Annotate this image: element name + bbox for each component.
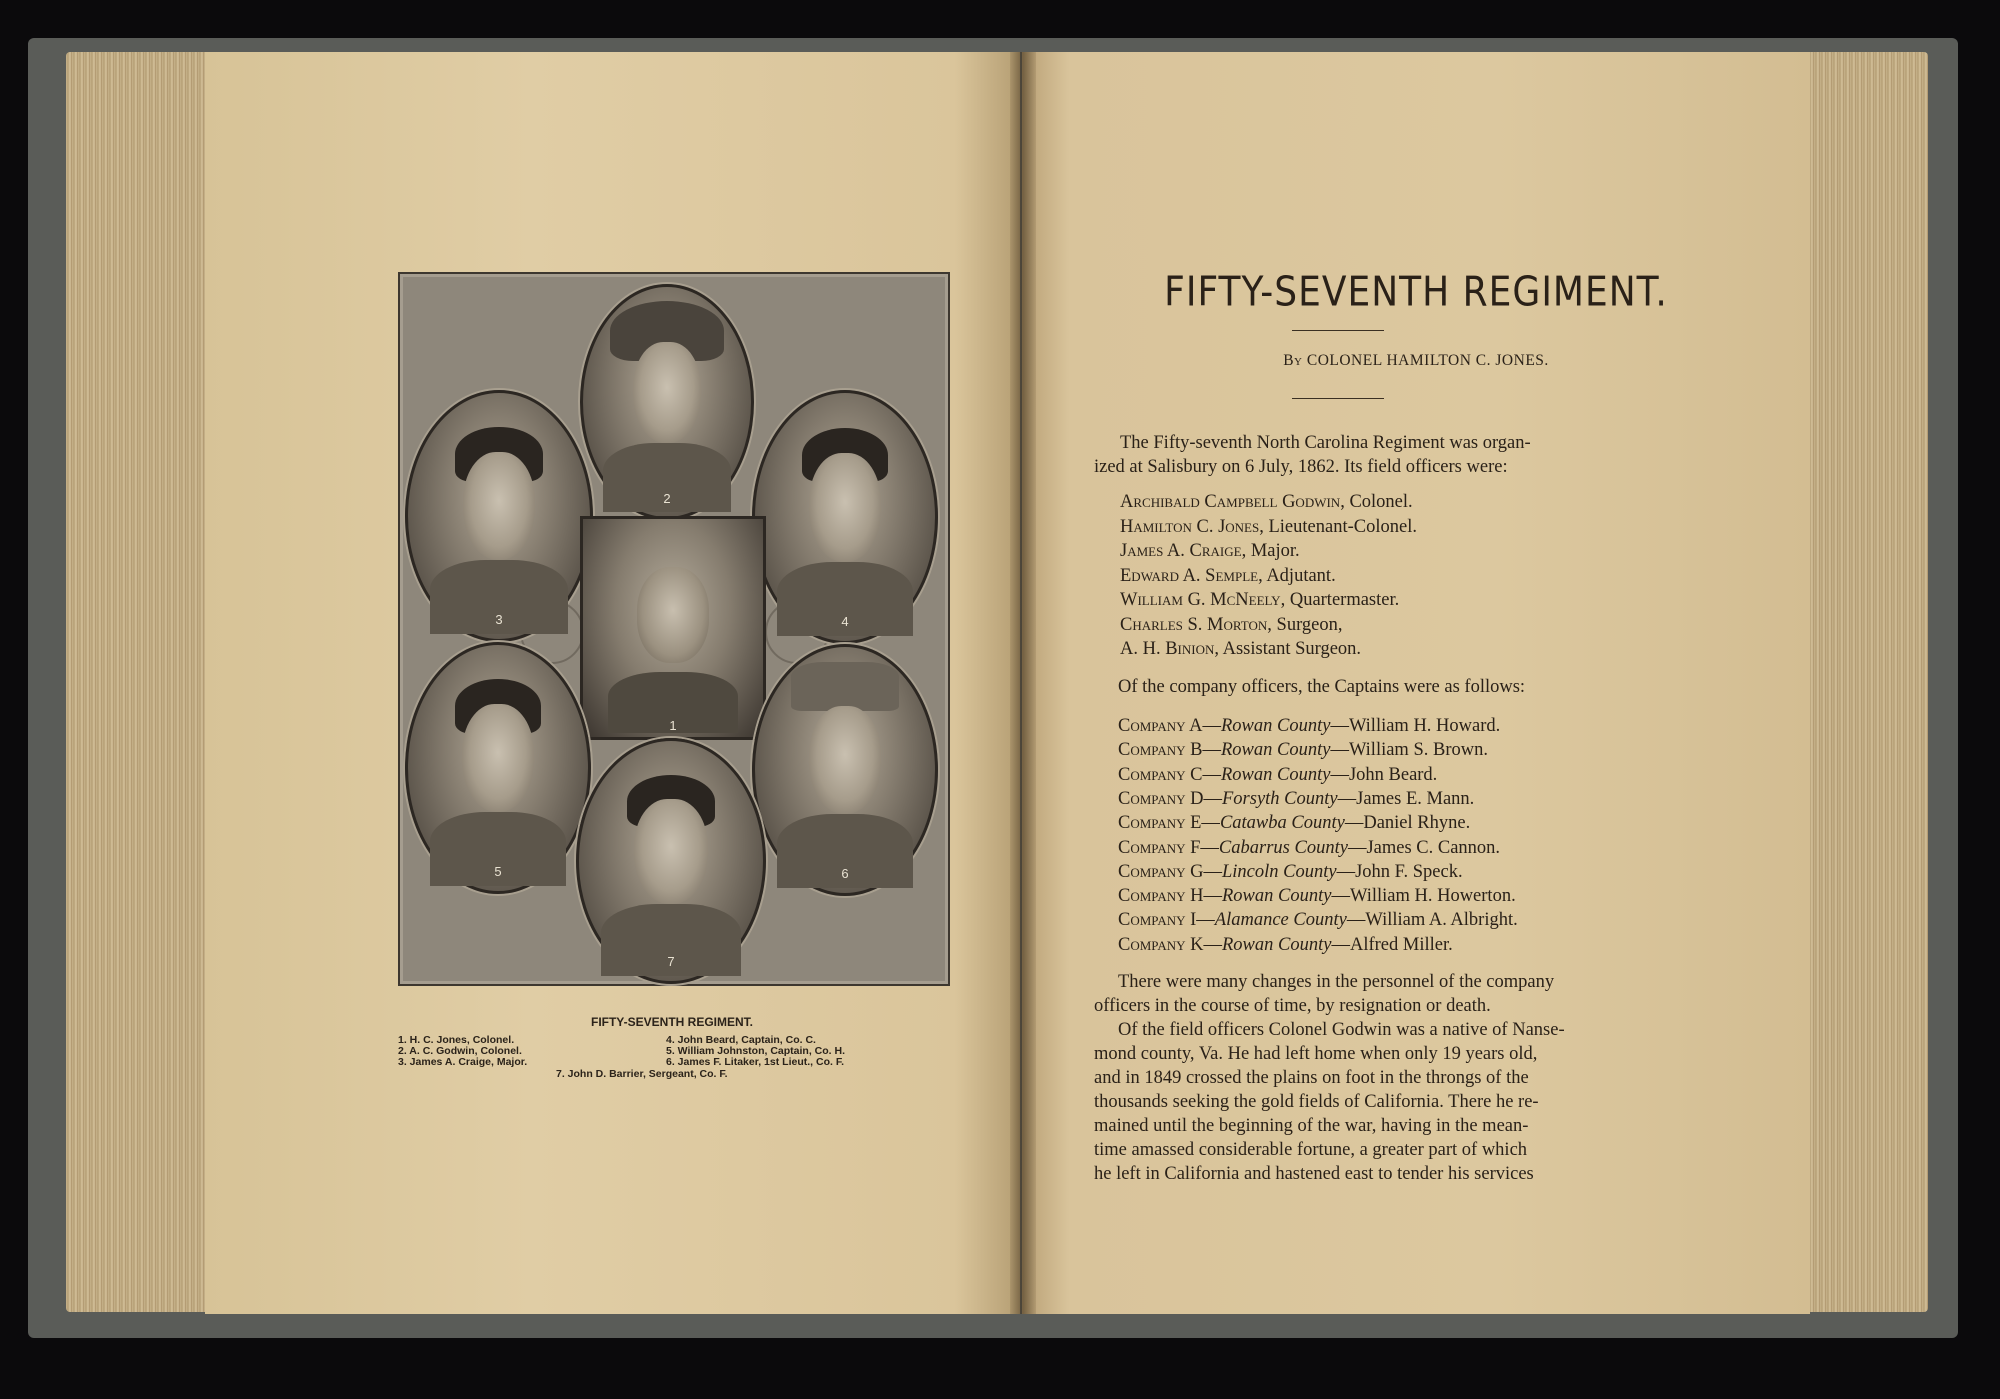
company-line [1118,789,1474,810]
portrait-number: 2 [663,490,671,506]
body-line: thousands seeking the gold fields of California. There he re- [1094,1092,1539,1112]
portrait-number: 7 [667,954,675,969]
officer-name: James A. Craige [1120,541,1242,561]
portrait-number: 5 [494,863,502,879]
portrait-6 [752,644,938,896]
company-captain: —John Beard. [1330,764,1438,785]
book-gutter [1010,52,1036,1314]
company-letter: D— [1185,788,1222,809]
company-line [1118,813,1470,834]
officer-role: , Assistant Surgeon. [1214,639,1362,659]
company-county: Catawba County [1219,813,1345,834]
body-line: mained until the beginning of the war, having in the mean- [1094,1116,1529,1136]
portrait-number: 1 [669,718,677,733]
company-label: Company [1118,813,1186,834]
company-county: Rowan County [1222,934,1332,955]
company-county: Rowan County [1220,716,1331,736]
officer-role: , Quartermaster. [1280,590,1400,610]
chapter-title: FIFTY-SEVENTH REGIMENT. [1164,268,1668,317]
company-label: Company [1118,764,1186,785]
company-label: Company [1118,934,1186,955]
company-line [1118,765,1437,786]
company-captain: —Daniel Rhyne. [1344,813,1471,834]
body-line: he left in California and hastened east to tender his services [1094,1164,1534,1184]
company-letter: B— [1185,740,1221,761]
company-county: Rowan County [1220,764,1331,785]
officer-name: Hamilton C. Jones [1120,516,1260,537]
byline: By COLONEL HAMILTON C. JONES. [1283,352,1549,369]
caption-line: 6. James F. Litaker, 1st Lieut., Co. F. [666,1056,844,1068]
company-letter: A— [1185,716,1221,736]
company-label: Company [1118,837,1186,858]
company-letter: I— [1185,910,1215,931]
company-captain: —William A. Albright. [1346,910,1518,931]
plate-caption-title: FIFTY-SEVENTH REGIMENT. [590,1015,753,1029]
caption-line: 1. H. C. Jones, Colonel. [398,1034,515,1046]
caption-line: 2. A. C. Godwin, Colonel. [398,1045,522,1057]
portrait-4 [752,390,938,644]
body-line: mond county, Va. He had left home when only 19 years old, [1094,1044,1538,1064]
officer-name: Charles S. Morton [1120,614,1268,635]
company-line [1118,935,1453,956]
byline-rule [1292,398,1384,399]
portrait-5 [405,642,591,894]
officer-role: , Lieutenant-Colonel. [1259,516,1417,537]
company-captain: —John F. Speck. [1336,861,1463,882]
company-county: Cabarrus County [1218,837,1348,858]
company-label: Company [1118,886,1186,907]
field-officer-line [1120,517,1417,538]
officer-name: Archibald Campbell Godwin [1120,492,1341,512]
company-letter: H— [1185,886,1222,907]
body-line: There were many changes in the personnel of the company [1118,972,1555,992]
caption-line: 3. James A. Craige, Major. [398,1056,528,1068]
field-officer-line [1120,639,1361,660]
body-line: Of the field officers Colonel Godwin was a native of Nanse- [1118,1020,1565,1040]
officer-name: William G. McNeely [1120,590,1281,610]
company-county: Rowan County [1222,886,1332,907]
officer-role: , Adjutant. [1258,565,1336,586]
company-captain: —William S. Brown. [1330,740,1488,761]
body-line: time amassed considerable fortune, a greater part of which [1094,1140,1528,1160]
field-officer-line [1120,590,1399,611]
company-line [1118,910,1518,931]
company-label: Company [1118,716,1186,736]
officer-role: , Surgeon, [1267,614,1343,635]
company-letter: E— [1185,813,1220,834]
officer-role: , Colonel. [1340,492,1413,512]
company-letter: G— [1185,861,1222,882]
body-line: ized at Salisbury on 6 July, 1862. Its field officers were: [1094,457,1508,477]
company-captain: —William H. Howerton. [1331,886,1516,907]
officer-role: , Major. [1241,541,1300,561]
company-county: Alamance County [1214,910,1347,931]
portrait-7 [576,738,766,984]
body-line: officers in the course of time, by resignation or death. [1094,996,1491,1016]
caption-line: 5. William Johnston, Captain, Co. H. [666,1045,846,1057]
company-label: Company [1118,788,1186,809]
company-line [1118,862,1463,883]
captains-intro: Of the company officers, the Captains were as follows: [1118,677,1526,697]
company-line [1118,740,1488,761]
company-county: Rowan County [1220,740,1331,761]
field-officer-line [1120,541,1300,562]
company-captain: —James C. Cannon. [1347,837,1501,858]
company-letter: C— [1185,764,1221,785]
officer-name: Edward A. Semple [1120,565,1259,586]
company-captain: —Alfred Miller. [1331,934,1453,955]
title-rule [1292,330,1384,331]
caption-line: 7. John D. Barrier, Sergeant, Co. F. [556,1068,728,1080]
portrait-number: 6 [841,865,849,881]
company-label: Company [1118,740,1186,761]
company-captain: —James E. Mann. [1337,788,1475,809]
portrait-3 [405,390,593,642]
portrait-number: 3 [495,611,503,627]
body-line: The Fifty-seventh North Carolina Regiment was organ- [1120,433,1531,453]
company-county: Forsyth County [1222,788,1338,809]
field-officer-line [1120,492,1413,513]
caption-line: 4. John Beard, Captain, Co. C. [666,1034,816,1046]
company-line [1118,716,1500,737]
company-label: Company [1118,861,1186,882]
field-officer-line [1120,615,1342,636]
company-label: Company [1118,910,1186,931]
company-line [1118,838,1500,859]
company-line [1118,886,1516,907]
portrait-number: 4 [841,613,849,629]
body-line: and in 1849 crossed the plains on foot in the throngs of the [1094,1068,1529,1088]
company-captain: —William H. Howard. [1330,716,1501,736]
portrait-1 [580,516,766,740]
company-letter: K— [1185,934,1222,955]
field-officer-line [1120,566,1336,587]
company-county: Lincoln County [1222,861,1337,882]
portrait-2 [580,284,754,520]
officer-name: A. H. Binion [1120,639,1215,659]
company-letter: F— [1185,837,1219,858]
